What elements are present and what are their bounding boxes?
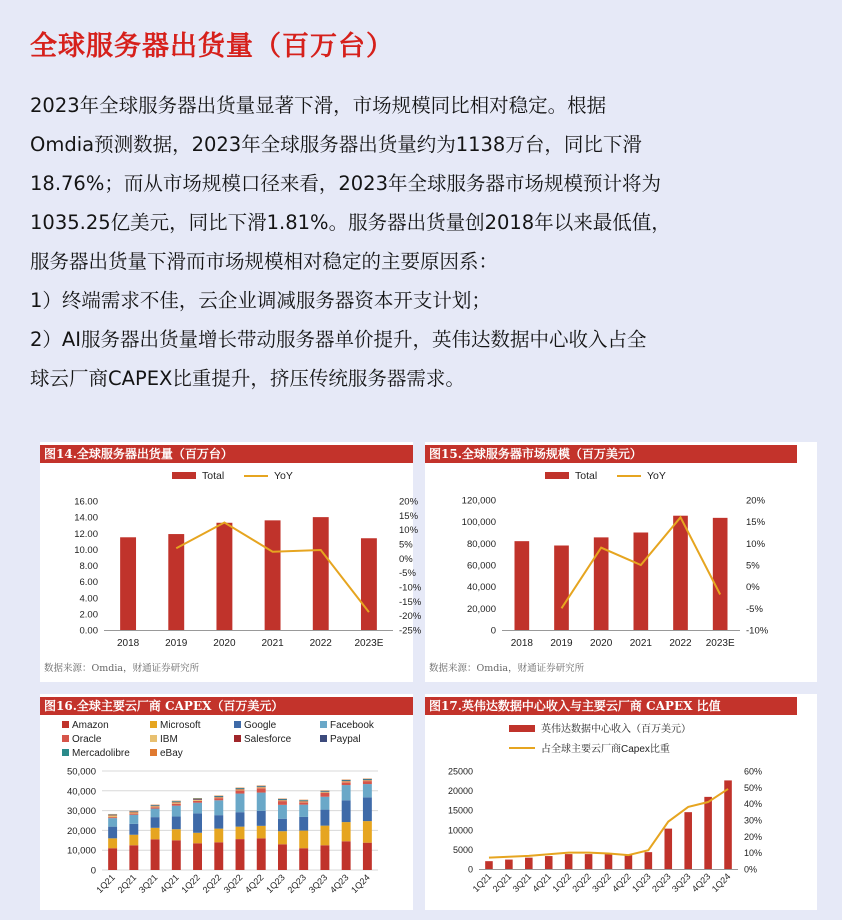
fig16-bar-segment: [363, 784, 372, 797]
fig14-y-tick: 16.00: [74, 496, 98, 508]
fig15-bar: [554, 546, 569, 631]
fig15-y-tick: 40,000: [466, 582, 496, 594]
fig14-y-tick: 14.00: [74, 512, 98, 524]
fig16-bar-segment: [278, 800, 287, 801]
fig15-bar: [514, 541, 529, 630]
fig14-y2-tick: 5%: [399, 539, 413, 551]
fig16-y-tick: 0: [90, 865, 96, 877]
fig16-x-tick: 1Q21: [94, 872, 118, 895]
fig14-bar: [120, 537, 136, 630]
fig16-bar-segment: [363, 781, 372, 784]
fig15-legend-line-label: YoY: [647, 470, 666, 482]
fig16-bar-segment: [172, 802, 181, 803]
fig16-legend-label: Paypal: [330, 734, 361, 745]
fig16-x-tick: 3Q21: [136, 872, 160, 895]
fig16-legend-swatch: [320, 721, 327, 728]
figure-15-chart: [425, 442, 817, 682]
fig16-bar-segment: [129, 814, 138, 815]
fig16-bar-segment: [108, 817, 117, 818]
figure-17-chart: [425, 694, 817, 910]
fig15-x-tick: 2022: [669, 638, 692, 649]
fig16-bar-segment: [129, 812, 138, 813]
fig16-legend-swatch: [150, 735, 157, 742]
fig17-x-tick: 3Q21: [510, 871, 534, 894]
fig16-legend-label: Google: [244, 720, 277, 731]
fig16-bar-segment: [214, 798, 223, 800]
fig14-x-tick: 2020: [213, 638, 236, 649]
fig16-legend-label: Amazon: [72, 720, 109, 731]
fig17-x-tick: 1Q24: [709, 871, 733, 894]
figure-15-header: 图15.全球服务器市场规模（百万美元）: [425, 445, 797, 463]
fig17-y2-tick: 40%: [744, 799, 763, 810]
fig17-bar: [704, 797, 712, 869]
fig15-x-tick: 2023E: [705, 638, 735, 649]
fig17-legend-bar-swatch: [509, 725, 535, 732]
fig17-y2-tick: 60%: [744, 766, 763, 777]
fig16-x-tick: 2Q21: [115, 872, 139, 895]
fig16-bar-segment: [257, 811, 266, 826]
fig17-bar: [664, 829, 672, 869]
figure-17-header: 图17.英伟达数据中心收入与主要云厂商 CAPEX 比值: [425, 697, 797, 715]
fig16-bar-segment: [320, 791, 329, 792]
fig14-y2-tick: 20%: [399, 496, 419, 508]
fig16-bar-segment: [151, 828, 160, 839]
fig14-y2-tick: 10%: [399, 525, 419, 537]
fig16-bar-segment: [278, 801, 287, 805]
fig16-bar-segment: [320, 793, 329, 797]
fig15-y-tick: 0: [490, 625, 496, 637]
fig16-bar-segment: [278, 844, 287, 870]
fig17-bar: [684, 812, 692, 869]
fig17-bar: [545, 856, 553, 869]
fig17-x-tick: 3Q23: [669, 871, 693, 894]
fig16-bar-segment: [278, 799, 287, 800]
fig15-x-tick: 2021: [629, 638, 652, 649]
fig16-bar-segment: [193, 813, 202, 832]
fig17-x-tick: 1Q22: [550, 871, 574, 894]
fig16-bar-segment: [299, 831, 308, 849]
fig16-bar-segment: [257, 786, 266, 787]
fig15-bar: [594, 537, 609, 630]
fig15-y2-tick: 15%: [746, 517, 766, 529]
fig16-bar-segment: [257, 793, 266, 811]
fig17-y-tick: 10000: [447, 825, 473, 836]
fig15-bar: [633, 533, 648, 631]
fig15-y2-tick: 20%: [746, 495, 766, 507]
fig16-legend-label: eBay: [160, 748, 183, 759]
fig15-y-tick: 20,000: [466, 603, 496, 615]
fig17-y2-tick: 10%: [744, 848, 763, 859]
fig16-bar-segment: [320, 845, 329, 870]
fig15-legend-bar-swatch: [545, 472, 569, 479]
fig14-y2-tick: -20%: [399, 611, 422, 623]
fig16-x-tick: 1Q22: [179, 872, 202, 895]
fig16-bar-segment: [214, 815, 223, 828]
fig15-y-tick: 60,000: [466, 560, 496, 572]
fig16-bar-segment: [151, 817, 160, 828]
fig17-x-tick: 3Q22: [590, 871, 613, 894]
fig16-bar-segment: [257, 826, 266, 838]
fig16-bar-segment: [257, 787, 266, 788]
figure-14-chart: [40, 442, 422, 682]
fig16-legend-label: Mercadolibre: [72, 748, 130, 759]
fig16-bar-segment: [257, 788, 266, 792]
fig16-bar-segment: [363, 821, 372, 843]
fig16-bar-segment: [151, 839, 160, 870]
fig17-y-tick: 15000: [447, 805, 473, 816]
fig17-y2-tick: 30%: [744, 815, 763, 826]
fig16-bar-segment: [172, 804, 181, 806]
fig14-x-tick: 2023E: [354, 638, 384, 649]
fig16-bar-segment: [320, 797, 329, 810]
fig16-bar-segment: [172, 806, 181, 817]
fig16-bar-segment: [278, 819, 287, 831]
fig16-bar-segment: [129, 845, 138, 870]
fig16-legend-label: Facebook: [330, 720, 374, 731]
fig16-x-tick: 3Q22: [221, 872, 245, 895]
fig16-bar-segment: [236, 790, 245, 793]
fig16-legend-swatch: [320, 735, 327, 742]
fig16-legend-swatch: [234, 735, 241, 742]
fig16-bar-segment: [299, 805, 308, 817]
figure-14-header: 图14.全球服务器出货量（百万台）: [40, 445, 413, 463]
paragraph-line: 1035.25亿美元，同比下滑1.81%。服务器出货量创2018年以来最低值，: [30, 211, 671, 234]
fig16-bar-segment: [299, 848, 308, 870]
fig16-bar-segment: [342, 781, 351, 782]
fig15-x-tick: 2018: [510, 638, 533, 649]
fig16-x-tick: 4Q22: [242, 872, 266, 895]
paragraph-line: 2023年全球服务器出货量显著下滑，市场规模同比相对稳定。根据: [30, 94, 607, 117]
fig17-y-tick: 25000: [447, 766, 473, 777]
paragraph-line: 18.76%；而从市场规模口径来看，2023年全球服务器市场规模预计将为: [30, 172, 661, 195]
fig14-bar: [265, 520, 281, 630]
fig17-y2-tick: 50%: [744, 782, 763, 793]
fig16-bar-segment: [193, 800, 202, 801]
fig14-legend-bar-swatch: [172, 472, 196, 479]
fig16-legend-swatch: [62, 735, 69, 742]
fig14-y-tick: 10.00: [74, 544, 98, 556]
fig16-legend-swatch: [150, 749, 157, 756]
fig16-bar-segment: [129, 815, 138, 824]
fig16-y-tick: 40,000: [66, 786, 96, 798]
fig16-bar-segment: [320, 792, 329, 793]
fig15-y-tick: 120,000: [461, 495, 496, 507]
fig16-bar-segment: [193, 833, 202, 843]
fig16-bar-segment: [108, 838, 117, 848]
fig15-y2-tick: 0%: [746, 582, 760, 594]
fig16-bar-segment: [129, 824, 138, 835]
fig16-bar-segment: [129, 835, 138, 845]
fig14-y2-tick: -5%: [399, 568, 416, 580]
fig16-bar-segment: [236, 794, 245, 813]
fig16-bar-segment: [108, 827, 117, 839]
body-paragraph: [30, 86, 830, 398]
fig14-bar: [313, 517, 329, 630]
fig16-x-tick: 2Q22: [200, 872, 224, 895]
fig16-bar-segment: [363, 797, 372, 821]
fig16-bar-segment: [236, 789, 245, 790]
fig17-bar: [585, 854, 593, 869]
fig17-x-tick: 4Q21: [530, 871, 554, 894]
fig16-bar-segment: [342, 780, 351, 781]
fig17-x-tick: 4Q22: [610, 871, 633, 894]
fig16-legend-swatch: [62, 749, 69, 756]
fig16-bar-segment: [299, 800, 308, 801]
fig15-x-tick: 2019: [550, 638, 573, 649]
fig16-bar-segment: [214, 797, 223, 798]
fig17-y-tick: 20000: [447, 786, 473, 797]
fig16-bar-segment: [342, 822, 351, 841]
fig16-x-tick: 4Q23: [327, 872, 351, 895]
figure-16-header: 图16.全球主要云厂商 CAPEX（百万美元）: [40, 697, 413, 715]
fig14-y-tick: 8.00: [79, 561, 98, 572]
fig16-y-tick: 10,000: [66, 845, 96, 857]
figure-15-panel: [425, 442, 817, 682]
fig17-bar: [565, 854, 573, 869]
fig17-x-tick: 2Q21: [490, 871, 514, 894]
paragraph-line: 1）终端需求不佳，云企业调减服务器资本开支计划；: [30, 289, 491, 312]
fig16-bar-segment: [214, 796, 223, 797]
fig16-bar-segment: [236, 827, 245, 839]
fig17-x-tick: 2Q23: [650, 871, 673, 894]
fig16-bar-segment: [342, 785, 351, 800]
fig16-bar-segment: [278, 831, 287, 844]
fig16-legend-label: Oracle: [72, 734, 102, 745]
fig17-y2-tick: 20%: [744, 831, 763, 842]
fig17-legend-bar-label: 英伟达数据中心收入（百万美元）: [541, 724, 691, 735]
fig16-bar-segment: [320, 826, 329, 846]
fig16-legend-label: IBM: [160, 734, 178, 745]
fig16-bar-segment: [108, 816, 117, 818]
fig16-bar-segment: [151, 807, 160, 808]
fig14-y-tick: 0.00: [79, 625, 98, 637]
paragraph-line: 2）AI服务器出货量增长带动服务器单价提升，英伟达数据中心收入占全: [30, 328, 647, 351]
figure-16-chart: [40, 694, 413, 910]
fig17-bar: [625, 855, 633, 869]
fig16-bar-segment: [299, 801, 308, 802]
fig16-bar-segment: [172, 829, 181, 840]
fig14-x-tick: 2018: [116, 638, 140, 649]
fig17-bar: [605, 854, 613, 869]
fig15-y-tick: 100,000: [461, 517, 496, 529]
fig14-legend-line-label: YoY: [274, 470, 293, 482]
fig16-bar-segment: [214, 842, 223, 870]
fig16-bar-segment: [214, 829, 223, 843]
fig14-bar: [168, 534, 184, 630]
fig17-x-tick: 2Q22: [570, 871, 593, 894]
fig16-bar-segment: [151, 809, 160, 818]
fig14-x-tick: 2022: [309, 638, 332, 649]
fig17-line-series: [489, 789, 728, 858]
fig16-x-tick: 1Q23: [264, 872, 287, 895]
fig16-bar-segment: [236, 788, 245, 789]
fig16-bar-segment: [151, 806, 160, 807]
figure-15-source: 数据来源：Omdia，财通证券研究所: [429, 663, 585, 674]
figure-17-panel: [425, 694, 817, 910]
fig16-bar-segment: [299, 817, 308, 831]
fig15-y2-tick: -5%: [746, 603, 763, 615]
figure-14-panel: [40, 442, 422, 682]
fig16-x-tick: 3Q23: [306, 872, 330, 895]
paragraph-line: 球云厂商CAPEX比重提升，挤压传统服务器需求。: [30, 367, 465, 390]
fig16-bar-segment: [172, 817, 181, 830]
figure-14-source: 数据来源：Omdia，财通证券研究所: [44, 663, 200, 674]
fig15-x-tick: 2020: [590, 638, 613, 649]
fig16-bar-segment: [172, 801, 181, 802]
fig16-y-tick: 30,000: [66, 806, 96, 818]
paragraph-line: Omdia预测数据，2023年全球服务器出货量约为1138万台，同比下滑: [30, 133, 642, 156]
fig15-bar: [673, 516, 688, 630]
fig14-y2-tick: 15%: [399, 510, 419, 522]
fig16-y-tick: 50,000: [66, 766, 96, 778]
fig15-y2-tick: -10%: [746, 625, 769, 637]
fig14-y-tick: 2.00: [79, 609, 98, 621]
fig17-bar: [505, 860, 513, 869]
fig14-y2-tick: -15%: [399, 596, 422, 608]
fig17-legend-line-label: 占全球主要云厂商Capex比重: [541, 744, 670, 755]
fig16-bar-segment: [363, 843, 372, 870]
fig16-bar-segment: [193, 801, 202, 803]
fig16-x-tick: 4Q21: [158, 872, 181, 895]
fig17-bar: [724, 780, 732, 869]
fig17-y2-tick: 0%: [744, 864, 758, 875]
fig16-bar-segment: [236, 812, 245, 826]
fig14-y2-tick: -25%: [399, 625, 422, 637]
fig16-bar-segment: [342, 782, 351, 785]
fig16-legend-swatch: [150, 721, 157, 728]
fig16-legend-label: Salesforce: [244, 734, 292, 745]
fig16-y-tick: 20,000: [66, 825, 96, 837]
fig16-bar-segment: [236, 839, 245, 870]
fig16-bar-segment: [363, 780, 372, 781]
fig15-y2-tick: 5%: [746, 560, 760, 572]
fig14-y-tick: 4.00: [79, 593, 98, 605]
fig15-legend-bar-label: Total: [575, 470, 598, 482]
fig17-y-tick: 0: [467, 864, 473, 875]
fig16-bar-segment: [108, 818, 117, 827]
figure-16-panel: [40, 694, 413, 910]
fig17-bar: [485, 861, 493, 869]
fig17-bar: [525, 858, 533, 869]
section-title: 全球服务器出货量（百万台）: [30, 31, 394, 62]
fig16-bar-segment: [172, 840, 181, 870]
fig16-legend-swatch: [234, 721, 241, 728]
fig16-bar-segment: [193, 799, 202, 800]
fig17-x-tick: 4Q23: [689, 871, 713, 894]
fig15-bar: [713, 518, 728, 630]
fig14-x-tick: 2019: [165, 638, 188, 649]
fig15-y-tick: 80,000: [466, 538, 496, 550]
fig16-bar-segment: [320, 810, 329, 826]
fig17-x-tick: 1Q21: [470, 871, 494, 894]
fig16-x-tick: 1Q24: [349, 872, 372, 895]
fig16-bar-segment: [342, 800, 351, 822]
fig16-bar-segment: [257, 838, 266, 870]
fig16-bar-segment: [193, 843, 202, 870]
fig16-bar-segment: [278, 805, 287, 819]
fig14-bar: [361, 538, 377, 630]
fig16-bar-segment: [342, 841, 351, 870]
fig16-bar-segment: [299, 802, 308, 804]
fig17-x-tick: 1Q23: [630, 871, 653, 894]
fig16-legend-swatch: [62, 721, 69, 728]
fig14-legend-bar-label: Total: [202, 470, 225, 482]
fig16-x-tick: 2Q23: [285, 872, 309, 895]
fig15-y2-tick: 10%: [746, 538, 766, 550]
paragraph-line: 服务器出货量下滑而市场规模相对稳定的主要原因系：: [30, 250, 499, 273]
fig14-y-tick: 6.00: [79, 577, 98, 589]
fig14-y2-tick: -10%: [399, 582, 422, 594]
fig16-legend-label: Microsoft: [160, 720, 201, 731]
fig16-bar-segment: [108, 848, 117, 870]
fig16-bar-segment: [193, 803, 202, 814]
fig14-y-tick: 12.00: [74, 528, 98, 540]
fig17-y-tick: 5000: [452, 844, 473, 855]
fig16-bar-segment: [214, 800, 223, 815]
fig17-bar: [645, 852, 653, 869]
fig14-y2-tick: 0%: [399, 553, 413, 565]
fig16-bar-segment: [363, 779, 372, 780]
fig14-bar: [216, 523, 232, 630]
fig14-x-tick: 2021: [261, 638, 284, 649]
